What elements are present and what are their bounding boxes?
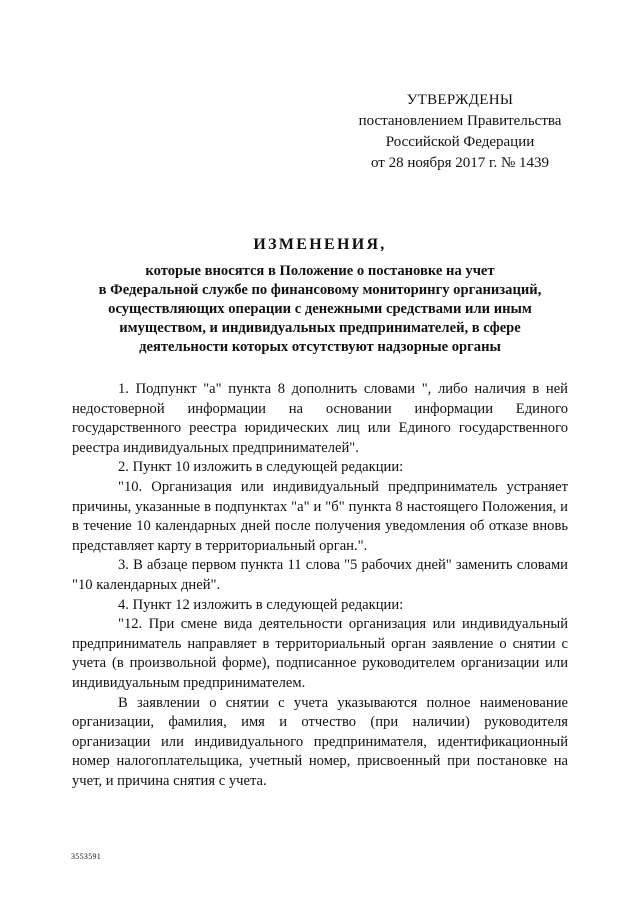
approval-date-number: от 28 ноября 2017 г. № 1439 [370, 155, 550, 171]
subtitle-line: которые вносятся в Положение о постановке на учет [145, 263, 495, 279]
approval-line-2: Российской Федерации [385, 134, 535, 150]
subtitle-line: деятельности которых отсутствуют надзорные органы [139, 339, 501, 355]
paragraph-quote-12: "12. При смене вида деятельности организация или индивидуальный предприниматель направляет в территориальный орган заявление о снятии с учета (в произвольной форме), подписанное руководителем организации или индивидуальным предпринимателем. [72, 616, 568, 691]
subtitle-line: имуществом, и индивидуальных предпринимателей, в сфере [119, 320, 521, 336]
document-body [72, 380, 568, 791]
document-code: 3553591 [71, 852, 102, 861]
paragraph-item-2: 2. Пункт 10 изложить в следующей редакции: [118, 459, 404, 476]
paragraph-item-4: 4. Пункт 12 изложить в следующей редакции: [118, 596, 404, 613]
subtitle-line: осуществляющих операции с денежными средствами или иным [108, 301, 532, 317]
approval-line-1: постановлением Правительства [358, 113, 562, 129]
document-title: ИЗМЕНЕНИЯ, [253, 236, 387, 253]
paragraph-item-1: 1. Подпункт "а" пункта 8 дополнить словами ", либо наличия в ней недостоверной информации на основании информации Единого государственного реестра юридических лиц или Единого государственного реестра индивидуальных предпринимателей". [72, 381, 568, 456]
approval-heading: УТВЕРЖДЕНЫ [406, 92, 514, 108]
paragraph-application-details: В заявлении о снятии с учета указываются полное наименование организации, фамилия, имя и отчество (при наличии) руководителя организации или индивидуального предпринимателя, идентификационный номер налогоплательщика, учетный номер, присвоенный при постановке на учет, и причина снятия с учета. [72, 694, 568, 789]
approval-block [340, 90, 580, 174]
paragraph-quote-10: "10. Организация или индивидуальный предприниматель устраняет причины, указанные в подпунктах "а" и "б" пункта 8 настоящего Положения, и в течение 10 календарных дней после получения уведомления об отказе вновь представляет карту в территориальный орган.". [72, 478, 568, 554]
paragraph-item-3: 3. В абзаце первом пункта 11 слова "5 рабочих дней" заменить словами "10 календарных дней". [72, 557, 568, 593]
subtitle-line: в Федеральной службе по финансовому мониторингу организаций, [98, 282, 542, 298]
document-subtitle [70, 262, 570, 357]
